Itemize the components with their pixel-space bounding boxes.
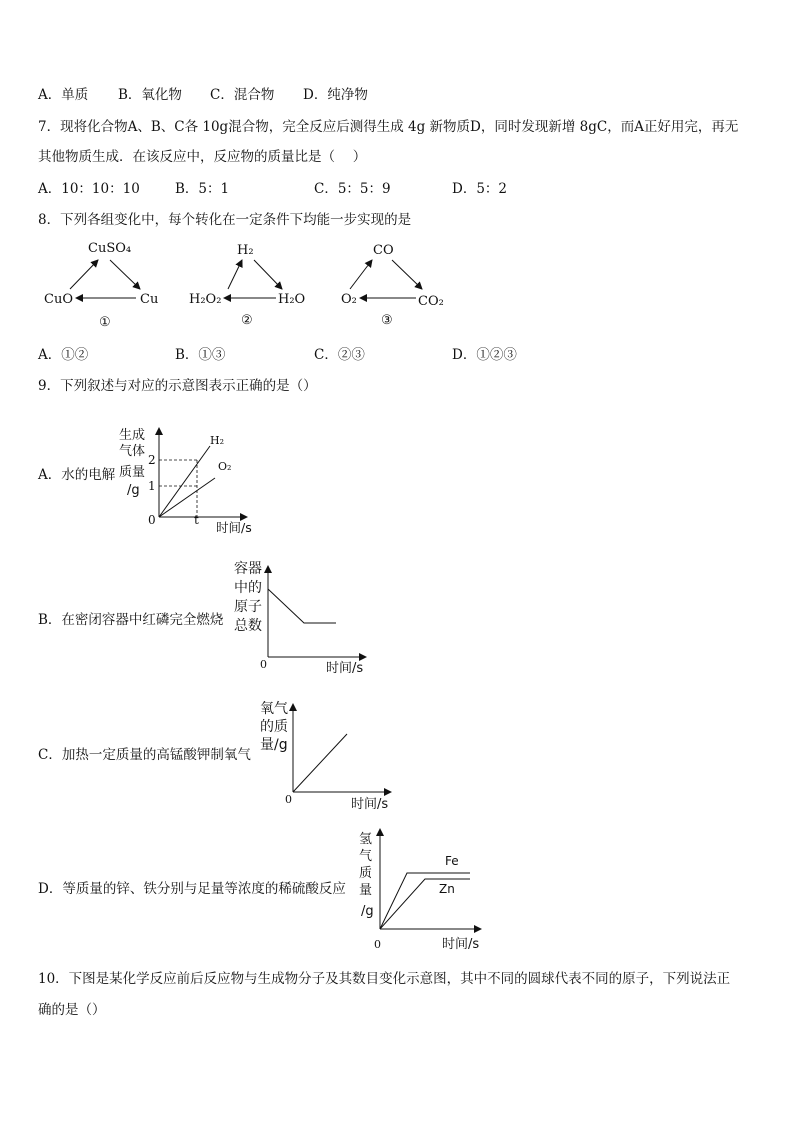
q8-option-a: A．①② [38,347,89,363]
cycle2-number: ② [241,313,253,328]
q7-option-a: A．10：10：10 [38,181,140,197]
q6-option-a: A．单质 [38,87,89,103]
c-curve [293,734,347,792]
d-legend-fe: Fe [445,854,459,868]
cycle1-right: Cu [140,292,159,307]
q8-stem: 8．下列各组变化中，每个转化在一定条件下均能一步实现的是 [38,212,412,228]
q10-stem-line2: 确的是（） [38,1002,106,1018]
a-tick-2: 2 [148,453,156,467]
q8-cycle-2 [189,243,305,328]
q9-d-chart [355,823,495,953]
q9-stem: 9．下列叙述与对应的示意图表示正确的是（） [38,378,317,394]
cycle2-top: H₂ [237,243,254,258]
cycle3-arrow-left-top [350,260,372,289]
b-ylabel-2: 中的 [234,580,262,596]
q9-c-label: C．加热一定质量的高锰酸钾制氧气 [38,747,251,763]
d-origin: 0 [374,938,381,951]
a-legend-h2: H₂ [210,434,225,447]
c-ylabel-2: 的质 [260,719,288,735]
cycle2-arrow-left-top [228,260,242,289]
a-tick-t: t [194,513,199,527]
q9-d-label: D．等质量的锌、铁分别与足量等浓度的稀硫酸反应 [38,881,346,897]
q8-cycle-1 [44,241,158,330]
a-ylabel-2: 气体 [119,444,146,459]
a-ylabel-4: /g [127,483,140,498]
q9-c-chart [254,696,404,814]
cycle3-left: O₂ [341,292,357,307]
q6-option-b: B．氧化物 [118,87,182,103]
b-origin: 0 [260,658,267,671]
a-tick-1: 1 [148,479,156,493]
c-ylabel-1: 氧气 [260,701,288,717]
q6-option-d: D．纯净物 [303,87,368,103]
q7-stem-line2: 其他物质生成．在该反应中，反应物的质量比是（ ） [38,149,367,165]
a-line-h2 [159,446,210,517]
a-xlabel: 时间/s [216,520,252,535]
cycle1-arrow-left-top [70,260,98,289]
a-legend-o2: O₂ [218,460,232,473]
a-ylabel-3: 质量 [119,465,146,480]
cycle3-number: ③ [381,313,393,328]
q6-option-c: C．混合物 [210,87,275,103]
q9-a-chart [112,420,272,535]
cycle1-number: ① [99,315,111,330]
a-origin: 0 [148,513,156,527]
c-xlabel: 时间/s [351,797,389,812]
q7-option-b: B．5：1 [175,181,230,197]
q7-option-d: D．5：2 [452,181,508,197]
q8-option-b: B．①③ [175,347,226,363]
q8-cycle-3 [341,243,444,328]
d-ylabel-3: 质 [359,866,373,881]
cycle2-left: H₂O₂ [189,292,222,307]
q9-b-label: B．在密闭容器中红磷完全燃烧 [38,612,224,628]
cycle2-arrow-top-right [254,260,282,289]
b-ylabel-3: 原子 [234,599,262,615]
a-ylabel-1: 生成 [119,428,146,443]
d-xlabel: 时间/s [442,937,480,952]
cycle2-right: H₂O [278,292,306,307]
b-xlabel: 时间/s [326,661,364,676]
q10-stem-line1: 10．下图是某化学反应前后反应物与生成物分子及其数目变化示意图，其中不同的圆球代表不同的原子，下列说法正 [38,971,731,987]
d-ylabel-5: /g [361,904,374,919]
q7-option-c: C．5：5：9 [314,181,391,197]
q8-cycle-diagrams [30,234,460,334]
d-curve-zn [380,879,470,929]
d-curve-fe [380,873,470,929]
b-ylabel-4: 总数 [234,618,262,634]
cycle3-arrow-top-right [392,260,422,289]
d-ylabel-1: 氢 [359,832,373,847]
q7-stem-line1: 7．现将化合物A、B、C各 10g混合物，完全反应后测得生成 4g 新物质D，同时发现新增 8gC，而A正好用完，再无 [38,119,739,135]
q8-option-c: C．②③ [314,347,365,363]
c-origin: 0 [285,793,292,806]
cycle1-arrow-top-right [110,260,140,289]
cycle1-top: CuSO₄ [88,241,132,256]
d-ylabel-4: 量 [359,883,373,898]
d-ylabel-2: 气 [359,849,373,864]
b-ylabel-1: 容器 [234,561,262,577]
d-legend-zn: Zn [439,882,455,896]
cycle3-right: CO₂ [418,294,444,309]
a-line-o2 [159,478,215,517]
q9-b-chart [228,556,378,681]
q9-a-label: A．水的电解 [38,467,116,483]
q8-option-d: D．①②③ [452,347,517,363]
cycle3-top: CO [373,243,394,258]
b-curve [268,589,336,623]
cycle1-left: CuO [44,292,73,307]
c-ylabel-3: 量/g [260,737,288,753]
